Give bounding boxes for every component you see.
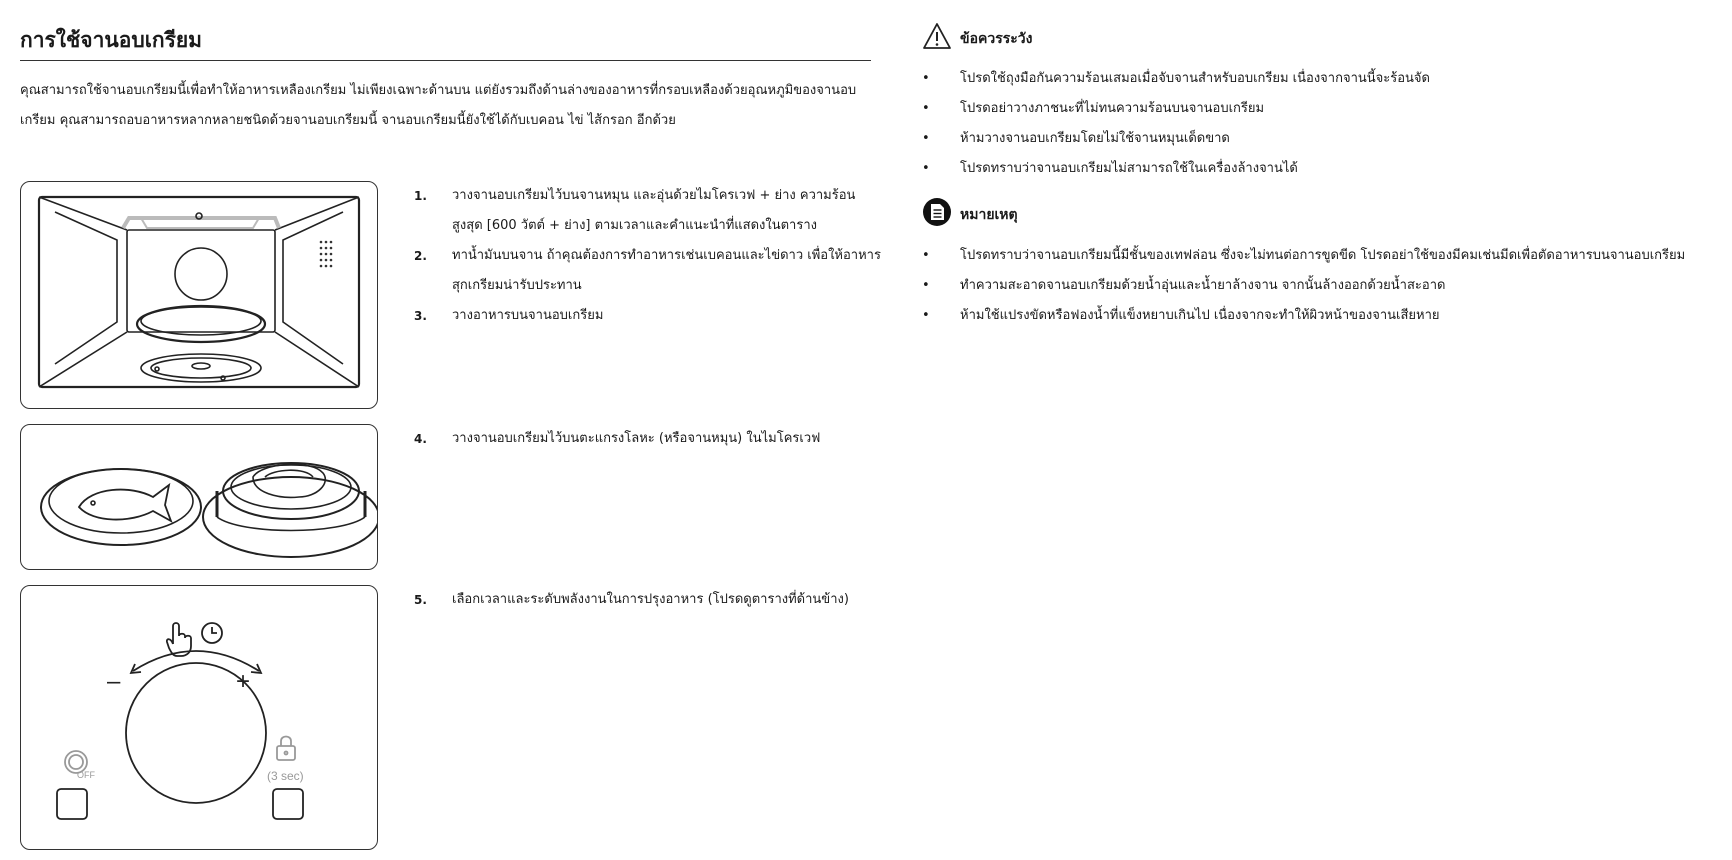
timer-clock-icon [202, 623, 222, 643]
dial-minus-sign: – [107, 668, 121, 695]
intro-paragraph: คุณสามารถใช้จานอบเกรียมนี้เพื่อทำให้อาหารเหลืองเกรียม ไม่เพียงเฉพาะด้านบน แต่ยังรวมถึงด้านล่างของอาหารที่กรอบเหลืองด้วยอุณหภูมิของจานอบเกรียม คุณสามารถอบอาหารหลากหลายชนิดด้วยจานอบเกรียมนี้ จานอบเกรียมนี้ยังใช้ได้กับเบคอน ไข่ ไส้กรอก อีกด้วย [20, 83, 857, 128]
illustration-control-dial [20, 585, 378, 850]
caution-item [922, 94, 1712, 124]
control-dial-drawing [21, 586, 377, 849]
caution-item-text: โปรดทราบว่าจานอบเกรียมไม่สามารถใช้ในเครื่องล้างจานได้ [960, 161, 1298, 176]
note-item-text: ทำความสะอาดจานอบเกรียมด้วยน้ำอุ่นและน้ำยาล้างจาน จากนั้นล้างออกด้วยน้ำสะอาด [960, 278, 1446, 293]
bullet: • [922, 131, 930, 146]
lock-hold-label: (3 sec) [267, 769, 304, 783]
note-item-text: ห้ามใช้แปรงขัดหรือฟองน้ำที่แข็งหยาบเกินไป เนื่องจากจะทำให้ผิวหน้าของจานเสียหาย [960, 308, 1440, 323]
dial-plus-sign: + [236, 668, 251, 695]
step-number: 1. [414, 189, 427, 203]
caution-item-text: โปรดอย่าวางภาชนะที่ไม่ทนความร้อนบนจานอบเกรียม [960, 101, 1265, 116]
step-text: วางจานอบเกรียมไว้บนจานหมุน และอุ่นด้วยไมโครเวฟ + ย่าง ความร้อนสูงสุด [600 วัตต์ + ย่าง] ตามเวลาและคำแนะนำที่แสดงในตาราง [452, 188, 856, 233]
note-item [922, 301, 1712, 331]
microwave-interior-drawing [21, 182, 377, 408]
illustration-crusty-plates [20, 424, 378, 570]
bullet: • [922, 71, 930, 86]
caution-header [922, 22, 1122, 52]
step-3 [414, 301, 889, 331]
bullet: • [922, 101, 930, 116]
step-4 [414, 424, 889, 454]
note-item [922, 241, 1712, 271]
step-number: 5. [414, 593, 427, 607]
page-title: การใช้จานอบเกรียม [20, 27, 203, 52]
caution-item-text: โปรดใช้ถุงมือกันความร้อนเสมอเมื่อจับจานสำหรับอบเกรียม เนื่องจากจานนี้จะร้อนจัด [960, 71, 1430, 86]
caution-item [922, 124, 1712, 154]
step-text: วางจานอบเกรียมไว้บนตะแกรงโลหะ (หรือจานหมุน) ในไมโครเวฟ [452, 431, 821, 446]
caution-item [922, 154, 1712, 184]
title-divider [20, 60, 871, 61]
caution-heading: ข้อควรระวัง [960, 31, 1033, 47]
bullet: • [922, 161, 930, 176]
step-text: วางอาหารบนจานอบเกรียม [452, 308, 604, 323]
lock-icon [277, 737, 295, 761]
note-item-text: โปรดทราบว่าจานอบเกรียมนี้มีชั้นของเทฟล่อน ซึ่งจะไม่ทนต่อการขูดขีด โปรดอย่าใช้ของมีคมเช่นมีดเพื่อตัดอาหารบนจานอบเกรียม [960, 248, 1686, 263]
bullet: • [922, 248, 930, 263]
note-document-icon [922, 197, 952, 227]
step-1 [414, 181, 889, 241]
step-number: 3. [414, 309, 427, 323]
caution-item [922, 64, 1712, 94]
warning-triangle-icon [922, 22, 952, 50]
note-item [922, 271, 1712, 301]
step-number: 4. [414, 432, 427, 446]
step-number: 2. [414, 249, 427, 263]
step-text: ทาน้ำมันบนจาน ถ้าคุณต้องการทำอาหารเช่นเบคอนและไข่ดาว เพื่อให้อาหารสุกเกรียมน่ารับประทาน [452, 248, 881, 293]
illustration-microwave-interior [20, 181, 378, 409]
step-2 [414, 241, 889, 301]
bullet: • [922, 278, 930, 293]
note-heading: หมายเหตุ [960, 207, 1018, 223]
bullet: • [922, 308, 930, 323]
off-button-label: OFF [77, 770, 95, 780]
note-header [922, 197, 1122, 227]
crusty-plates-drawing [21, 425, 377, 569]
step-5 [414, 585, 889, 615]
step-text: เลือกเวลาและระดับพลังงานในการปรุงอาหาร (โปรดดูตารางที่ด้านข้าง) [452, 592, 849, 607]
caution-item-text: ห้ามวางจานอบเกรียมโดยไม่ใช้จานหมุนเด็ดขาด [960, 131, 1230, 146]
